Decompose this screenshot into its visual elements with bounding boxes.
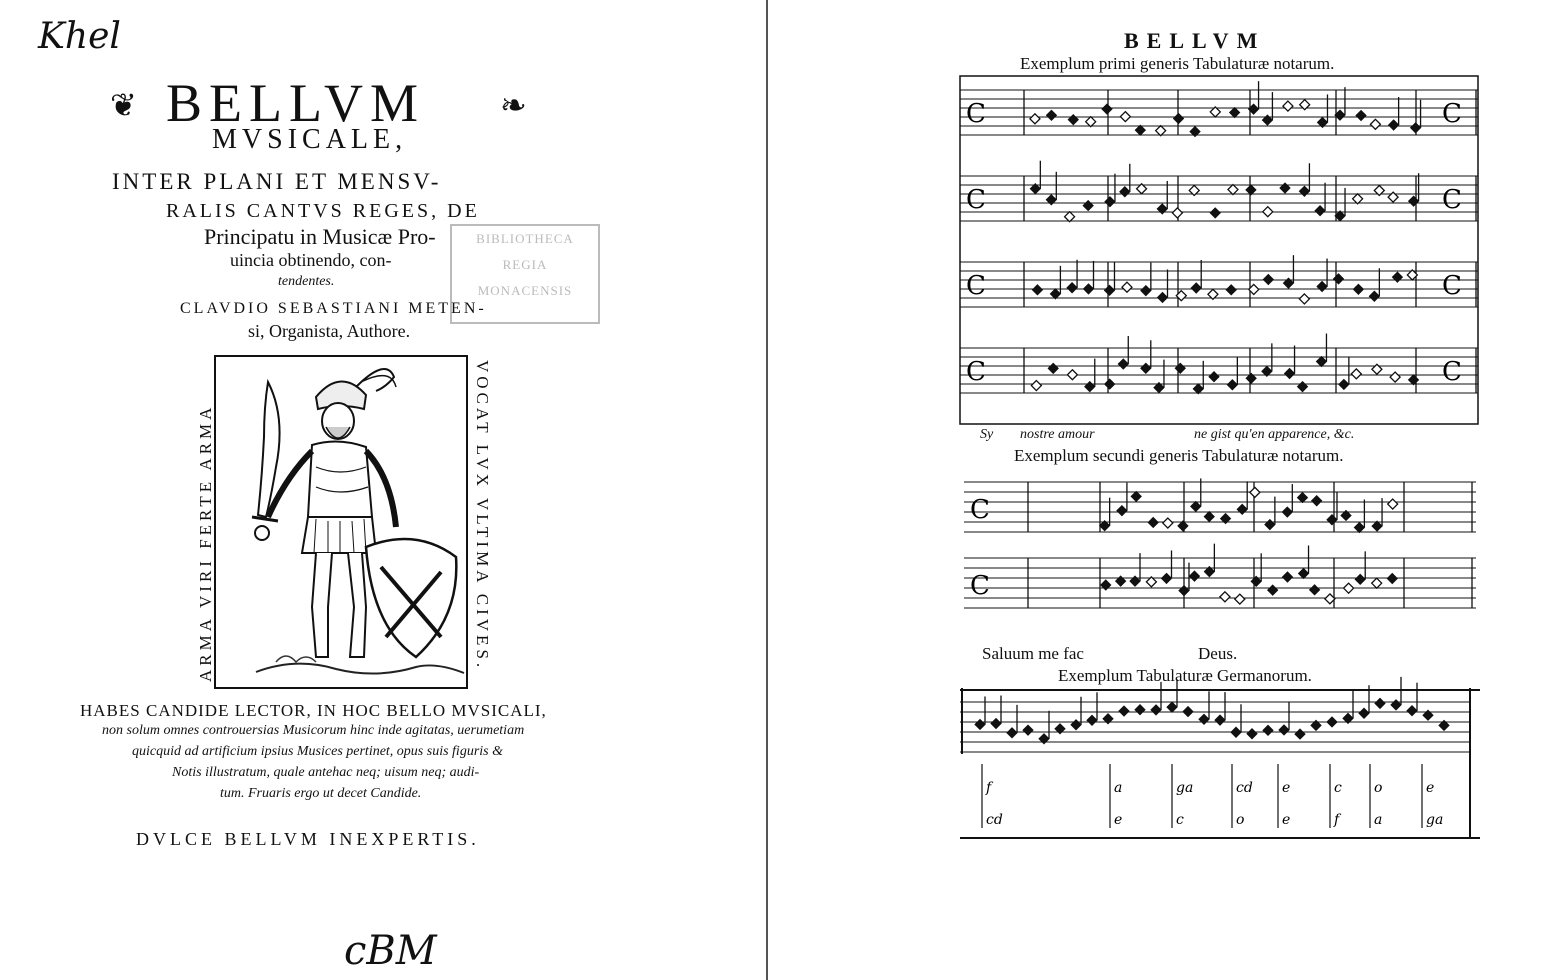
svg-text:ga: ga (1426, 812, 1444, 828)
svg-text:f: f (986, 780, 992, 796)
example-3-score (960, 688, 1480, 848)
intro-line-3: quicquid ad artificium ipsius Musices pertinet, opus suis figuris & (132, 744, 503, 759)
example-1-lyric-1: Sy (980, 427, 994, 442)
svg-text:cd: cd (986, 812, 1003, 828)
intro-line-1: HABES CANDIDE LECTOR, IN HOC BELLO MVSICALI, (80, 701, 547, 720)
title-line-1: INTER PLANI ET MENSV- (112, 169, 442, 194)
svg-text:C: C (1442, 271, 1462, 301)
stamp-line-2: REGIA (502, 257, 548, 272)
title-line-5: tendentes. (278, 274, 335, 289)
svg-text:e: e (1114, 812, 1123, 828)
motto-left: ARMA VIRI FERTE ARMA (196, 403, 215, 682)
example-1-lyric-2: nostre amour (1020, 427, 1095, 442)
svg-text:c: c (1334, 780, 1342, 796)
book-subtitle: MVSICALE, (212, 124, 408, 155)
svg-text:C: C (970, 495, 990, 525)
svg-text:a: a (1374, 812, 1383, 828)
book-title: BELLVM (166, 73, 426, 133)
example-1-caption: Exemplum primi generis Tabulaturæ notarum. (1020, 54, 1335, 73)
svg-text:C: C (966, 99, 986, 129)
svg-text:C: C (1442, 185, 1462, 215)
title-ornament-left: ❦ (110, 87, 137, 123)
example-2-lyric-2: Deus. (1198, 644, 1238, 663)
svg-text:f: f (1334, 812, 1340, 828)
example-2-score (964, 468, 1484, 648)
stamp-line-3: MONACENSIS (477, 283, 573, 298)
title-line-4: uincia obtinendo, con- (230, 250, 392, 270)
motto-right: VOCAT LVX VLTIMA CIVES. (473, 360, 492, 672)
svg-text:C: C (966, 357, 986, 387)
example-3-caption: Exemplum Tabulaturæ Germanorum. (1058, 666, 1312, 685)
handwritten-note: Khel (38, 16, 121, 57)
author-line-1: CLAVDIO SEBASTIANI METEN- (180, 300, 487, 317)
svg-text:o: o (1374, 780, 1383, 796)
svg-text:e: e (1426, 780, 1435, 796)
page-header: BELLVM (1124, 28, 1266, 53)
svg-text:ga: ga (1176, 780, 1194, 796)
left-page (0, 0, 766, 980)
stamp-line-1: BIBLIOTHECA (476, 231, 574, 246)
warrior-woodcut (216, 357, 466, 687)
signature: cBM (344, 928, 437, 974)
woodcut-frame (214, 355, 468, 689)
svg-text:c: c (1176, 812, 1184, 828)
motto-bottom: DVLCE BELLVM INEXPERTIS. (136, 829, 480, 849)
svg-text:C: C (970, 571, 990, 601)
svg-text:C: C (1442, 99, 1462, 129)
svg-text:a: a (1114, 780, 1123, 796)
svg-text:C: C (1442, 357, 1462, 387)
example-2-caption: Exemplum secundi generis Tabulaturæ notarum. (1014, 446, 1344, 465)
title-ornament-right: ❧ (500, 87, 527, 123)
right-page (768, 0, 1542, 980)
title-line-2: RALIS CANTVS REGES, DE (166, 200, 480, 222)
example-1-score (960, 76, 1480, 426)
title-line-3: Principatu in Musicæ Pro- (204, 224, 436, 249)
svg-text:e: e (1282, 780, 1291, 796)
intro-line-4: Notis illustratum, quale antehac neq; uisum neq; audi- (172, 765, 480, 780)
example-2-lyric-1: Saluum me fac (982, 644, 1084, 663)
svg-text:o: o (1236, 812, 1245, 828)
svg-text:C: C (966, 185, 986, 215)
svg-text:e: e (1282, 812, 1291, 828)
svg-text:cd: cd (1236, 780, 1253, 796)
author-line-2: si, Organista, Authore. (248, 321, 411, 341)
svg-text:C: C (966, 271, 986, 301)
intro-line-5: tum. Fruaris ergo ut decet Candide. (220, 786, 422, 801)
example-1-lyric-3: ne gist qu'en apparence, &c. (1194, 427, 1355, 442)
intro-line-2: non solum omnes controuersias Musicorum hinc inde agitatas, uerumetiam (102, 723, 525, 738)
